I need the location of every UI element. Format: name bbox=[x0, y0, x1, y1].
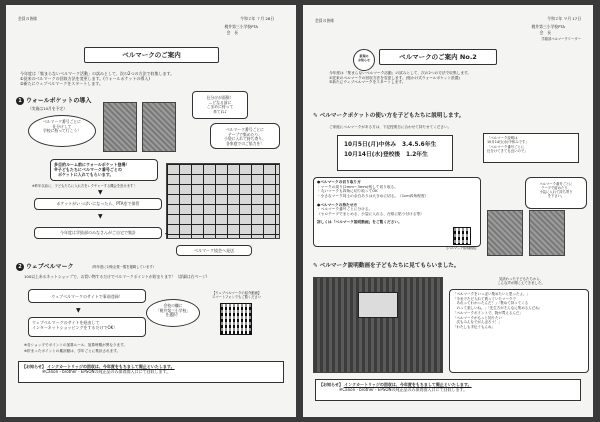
bellmark-photo-2 bbox=[142, 102, 176, 152]
notice-line2: ※Canon・brother・EPSONの純正品のみ保育園入口にて回収します。 bbox=[42, 369, 171, 374]
qr-caption: 【ウェブベルマークの紹介動画】 スマートフォンでもご覧ください bbox=[212, 291, 262, 300]
speech-bubble-bring: 仕分けが面倒！ …どなる前に こまめに持って 来てね♪ bbox=[192, 91, 248, 119]
cut-rule-3: ・小さなマーク同士の余白ありは大きめに切る。（1cm四角程度） bbox=[317, 193, 429, 198]
section2-heading bbox=[313, 263, 460, 270]
bellmark-photo-1 bbox=[103, 102, 137, 152]
cut-rule-1: ・マークの周り(2mm～3mm)残して切り取る。 bbox=[317, 184, 398, 189]
notice-line1: インクカートリッジの回収は、今年度をもちまして廃止といたします。 bbox=[344, 382, 472, 387]
step-send-association: ベルマーク協会へ発送 bbox=[176, 245, 252, 256]
notice-line1: インクカートリッジの回収は、今年度をもちまして廃止といたします。 bbox=[47, 364, 175, 369]
note-point-rules: ※各ショップでポイントの加算ルール、加算時期が異なります。 bbox=[24, 343, 128, 347]
pencil-icon: ✎ bbox=[313, 263, 318, 269]
author-role: 会 長 bbox=[539, 30, 551, 35]
section1-number: 1 bbox=[16, 97, 24, 105]
addressee: 会員の皆様 bbox=[315, 18, 334, 23]
note-point-total: ※貯まったポイントの累計額は、学年ごとに集計されます。 bbox=[24, 349, 121, 353]
date: 令和２年 ９月 17日 bbox=[547, 16, 581, 21]
step1-note: ※昨年以前に、子どもたちに入れ方をレクチャーする機会を設けます！ bbox=[32, 184, 137, 188]
section2-title: ベルマーク説明動画を子どもたちに見てもらいました。 bbox=[319, 263, 460, 269]
page-title: ベルマークのご案内 No.2 bbox=[379, 49, 497, 65]
right-page bbox=[303, 5, 593, 417]
carry-heading: ●ベルマークの持たせ方 bbox=[317, 202, 358, 207]
arrow-down-icon: ▼ bbox=[98, 213, 103, 220]
carry-rule-2: （セロテープでまとめる、小袋に入れる、台紙に貼り付ける等） bbox=[317, 211, 424, 216]
notice-box bbox=[18, 361, 284, 383]
section1-title: ベルマークポケットの使い方を子どもたちに説明します。 bbox=[319, 113, 465, 119]
cut-rule-2: ・丸いマークも四角に切り取ってOK bbox=[317, 189, 378, 194]
step-wall-pocket: 多目的ルーム前にウォールポケット登場！ ※子どもたちにベルマーク番号ごとの ポケットに入れてもらいます。 bbox=[50, 159, 158, 181]
page-title: ベルマークのご案内 bbox=[84, 47, 219, 63]
schedule-upper: 10月5日(月)中休み 3.4.5.6年生 bbox=[344, 142, 437, 148]
section2-heading bbox=[16, 263, 74, 271]
pencil-icon: ✎ bbox=[313, 113, 318, 119]
intro-text: 今年度は「集まらないベルマーク活動」の試みとして、次の2つの方法で収集します。 ①従来のベルマークの回収方法を変更します。(ウォールポケットの導入) ②新たにウェブベルマークをスタートします。 bbox=[20, 71, 175, 86]
classroom-photo bbox=[313, 277, 443, 373]
section2-sub: （昨年度に対象企業一覧を掲載しています） bbox=[90, 265, 156, 269]
notice-label: 【お知らせ】 bbox=[319, 382, 343, 387]
speech-bubble-sort: ベルマーク番号ごとに 仕分けして 学校に持って行こう！ bbox=[28, 115, 96, 147]
intro-text: 今年度は「集まらないベルマーク活動」の試みとして、次の2つの方法で収集します。 ①従来のベルマークの回収方法を変更します。(壁かけ式ウォールポケット設置) ②新たにウェブベルマークをスタートします。 bbox=[329, 71, 472, 85]
bellmark-photo-2 bbox=[529, 210, 565, 256]
cut-heading: ●ベルマークの切り取り方 bbox=[317, 180, 361, 184]
school-name: 桃井第三小学校PTA bbox=[531, 24, 565, 29]
voice-1: 「ベルマークをいっぱい集めたいと思ったよ。」 bbox=[453, 292, 530, 296]
wall-pocket-photo bbox=[166, 163, 280, 239]
notice-line2: ※Canon・brother・EPSONの純正品のみ保育園入口にて回収します。 bbox=[339, 387, 468, 392]
qr-caption: 【ベルマーク説明動画】 bbox=[445, 246, 479, 250]
notice-box bbox=[315, 379, 581, 401]
section1-title: ウォールポケットの導入 bbox=[26, 97, 92, 105]
section2-title: ウェブベルマーク bbox=[26, 263, 74, 271]
date: 令和２年 ７月 28日 bbox=[240, 16, 274, 21]
speech-bubble-tape: ベルマーク番号ごとに テープで集めたり、 小袋に入れて持ち寄り、 各家庭でのご協力を！ bbox=[210, 123, 280, 149]
section1-sub: ご家庭にベルマークがある方は、下記授業日に合わせて持たせてください。 bbox=[329, 125, 452, 129]
schedule-box bbox=[337, 135, 453, 171]
section1-sub: （実施は10月を予定） bbox=[28, 106, 68, 111]
schedule-lower: 10月14日(水)登校後 1.2年生 bbox=[344, 152, 428, 159]
speech-bubble-tape: ベルマーク番号ごとに テープで留めたり、 小袋に入れて持ち寄り を下さい。 bbox=[525, 177, 587, 209]
dept-name: 学級部ベルマークリーダー bbox=[541, 37, 581, 41]
voice-3: 「ベルマークポイントで、物が買えるんだ」 bbox=[453, 310, 523, 315]
addressee: 会員の皆様 bbox=[18, 16, 37, 21]
bellmark-photo-1 bbox=[487, 210, 523, 256]
carry-rule-1: ・ベルマーク番号ごとに分ける。 bbox=[317, 207, 373, 212]
voices-box bbox=[449, 289, 589, 373]
schedule-note-bubble: 「ベルマーク説明は 10月14日(水)中休みです」 「ベルマーク番号ごとに 仕分けてきても良いので」 bbox=[483, 133, 579, 163]
notice-label: 【お知らせ】 bbox=[22, 364, 46, 369]
section2-number: 2 bbox=[16, 263, 24, 271]
video-note: 詳しくは「ベルマーク説明動画」をご覧ください。 bbox=[317, 220, 402, 225]
step-web-register: ウェブベルマークのサイトで事前登録！ bbox=[28, 289, 146, 303]
left-page bbox=[6, 5, 296, 417]
voice-2: 「今までただ入れて貰っていたマークで あれってわかったんだ！」「集めて持ってくる のって楽しいね。」「先生方がそんなに集めるんだね」 bbox=[453, 296, 543, 311]
section1-heading bbox=[313, 113, 464, 120]
step-count-at-home: 今年度は学級部のみなさんがご自宅で集計 bbox=[34, 227, 162, 239]
voice-5: 「わたしも手伝うもんね」 bbox=[453, 325, 495, 330]
qr-code-icon[interactable] bbox=[220, 303, 252, 335]
voices-title: 見終わった子どもたちから、 こんな声が聞こえてきました。 bbox=[497, 277, 545, 286]
new-notice-badge: 新規の お知らせ bbox=[353, 49, 375, 71]
author-role: 会 長 bbox=[226, 30, 238, 35]
school-name: 桃井第三小学校PTA bbox=[224, 24, 258, 29]
arrow-right-icon: ➡ bbox=[165, 231, 169, 236]
projector-screen bbox=[358, 292, 398, 318]
arrow-down-icon: ▼ bbox=[98, 189, 103, 196]
step-web-shopping: ウェブベルマークのサイトを経由して インターネットショッピングをするだけでOK！ bbox=[28, 317, 146, 337]
section2-desc: 100以上あるネットショップで、お買い物するだけでベルマークポイントが貯まります！（詳細は右ページ） bbox=[24, 274, 210, 279]
section1-heading bbox=[16, 97, 91, 105]
arrow-down-icon: ▼ bbox=[76, 307, 81, 314]
step-pta-storage: ポケットがいっぱいになったら、PTA室で保管 bbox=[34, 198, 162, 210]
voice-4: 「ベルマークがもっと知りたい 次もみんなでがんばろう！」 bbox=[453, 315, 502, 325]
qr-code-icon[interactable] bbox=[453, 227, 471, 245]
speech-bubble-select-school: 会校の欄に 「桃井第三小学校」 を選択！ bbox=[146, 299, 200, 327]
